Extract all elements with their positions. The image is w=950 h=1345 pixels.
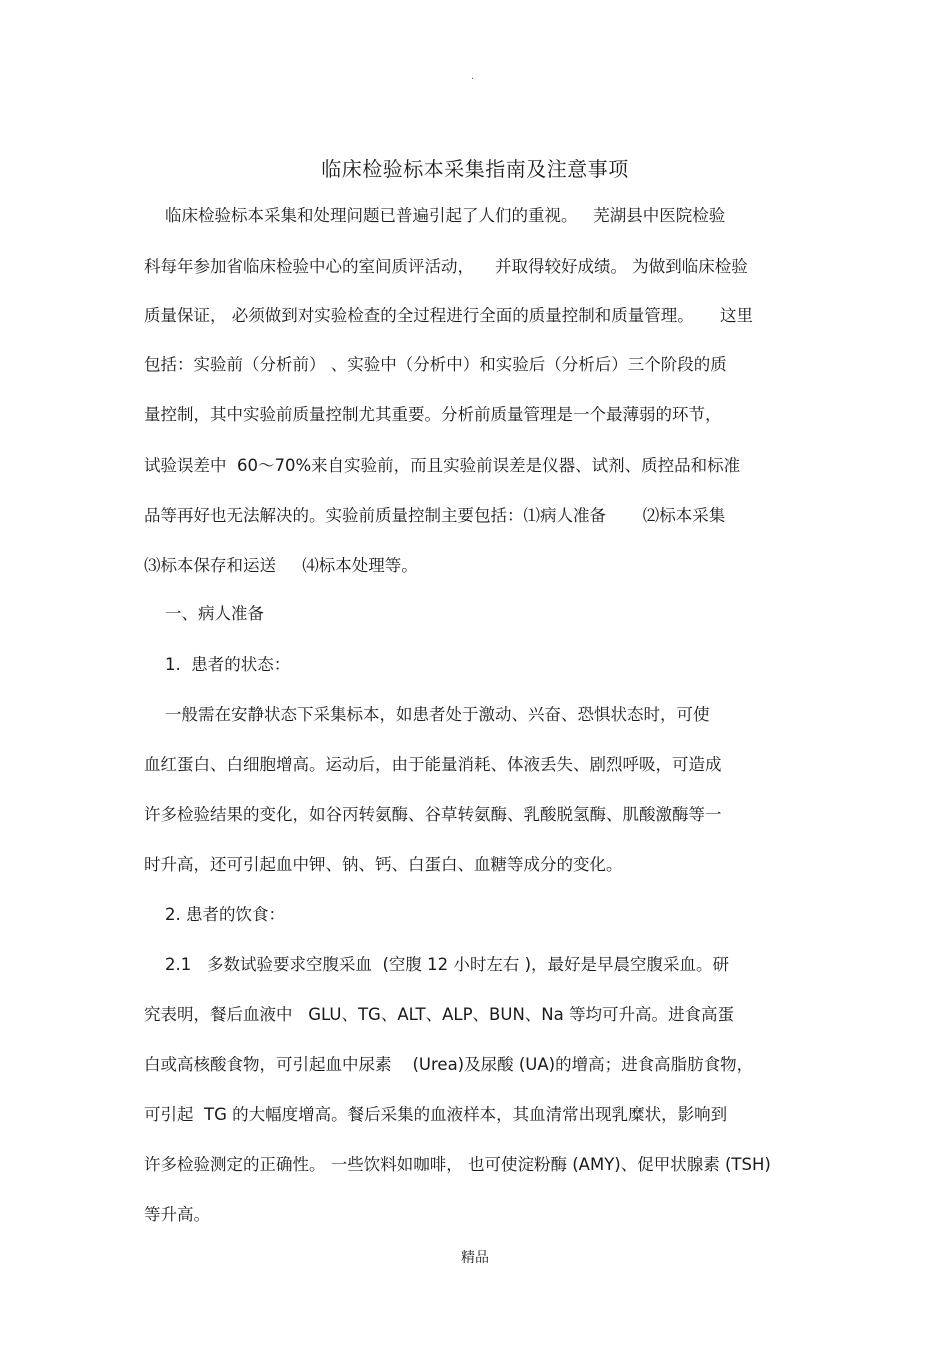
- body-line: 品等再好也无法解决的。实验前质量控制主要包括：⑴病人准备 ⑵标本采集: [144, 506, 726, 525]
- subsection-heading: 1. 患者的状态：: [144, 655, 291, 674]
- body-line: 量控制，其中实验前质量控制尤其重要。分析前质量管理是一个最薄弱的环节，: [144, 405, 722, 424]
- body-line: 试验误差中 60～70%来自实验前，而且实验前误差是仪器、试剂、质控品和标准: [144, 456, 741, 475]
- body-line: 包括：实验前（分析前） 、实验中（分析中）和实验后（分析后）三个阶段的质: [144, 355, 727, 374]
- header-mark: ·: [471, 74, 475, 85]
- body-line: 2.1 多数试验要求空腹采血 (空腹 12 小时左右 )，最好是早晨空腹采血。研: [144, 955, 730, 974]
- body-line: 科每年参加省临床检验中心的室间质评活动， 并取得较好成绩。 为做到临床检验: [144, 257, 748, 276]
- body-line: 质量保证， 必须做到对实验检查的全过程进行全面的质量控制和质量管理。 这里: [144, 306, 753, 325]
- body-line: 可引起 TG 的大幅度增高。餐后采集的血液样本，其血清常出现乳糜状，影响到: [144, 1105, 728, 1124]
- body-line: 究表明，餐后血液中 GLU、TG、ALT、ALP、BUN、Na 等均可升高。进食高蛋: [144, 1005, 734, 1024]
- footer-label: 精品: [461, 1250, 489, 1266]
- document-title: 临床检验标本采集指南及注意事项: [321, 157, 629, 181]
- body-line: ⑶标本保存和运送 ⑷标本处理等。: [144, 556, 418, 575]
- body-line: 血红蛋白、白细胞增高。运动后，由于能量消耗、体液丢失、剧烈呼吸，可造成: [144, 755, 722, 774]
- subsection-heading: 2. 患者的饮食：: [144, 905, 285, 924]
- body-line: 临床检验标本采集和处理问题已普遍引起了人们的重视。 芜湖县中医院检验: [144, 206, 726, 225]
- body-line: 等升高。: [144, 1205, 210, 1224]
- body-line: 许多检验测定的正确性。 一些饮料如咖啡， 也可使淀粉酶 (AMY)、促甲状腺素 (TSH): [144, 1155, 771, 1174]
- body-line: 白或高核酸食物，可引起血中尿素 (Urea)及尿酸 (UA)的增高；进食高脂肪食物，: [144, 1055, 754, 1074]
- body-line: 一般需在安静状态下采集标本，如患者处于激动、兴奋、恐惧状态时，可使: [144, 705, 710, 724]
- body-line: 时升高，还可引起血中钾、钠、钙、白蛋白、血糖等成分的变化。: [144, 855, 623, 874]
- section-heading: 一、病人准备: [144, 604, 264, 623]
- body-line: 许多检验结果的变化，如谷丙转氨酶、谷草转氨酶、乳酸脱氢酶、肌酸激酶等一: [144, 805, 722, 824]
